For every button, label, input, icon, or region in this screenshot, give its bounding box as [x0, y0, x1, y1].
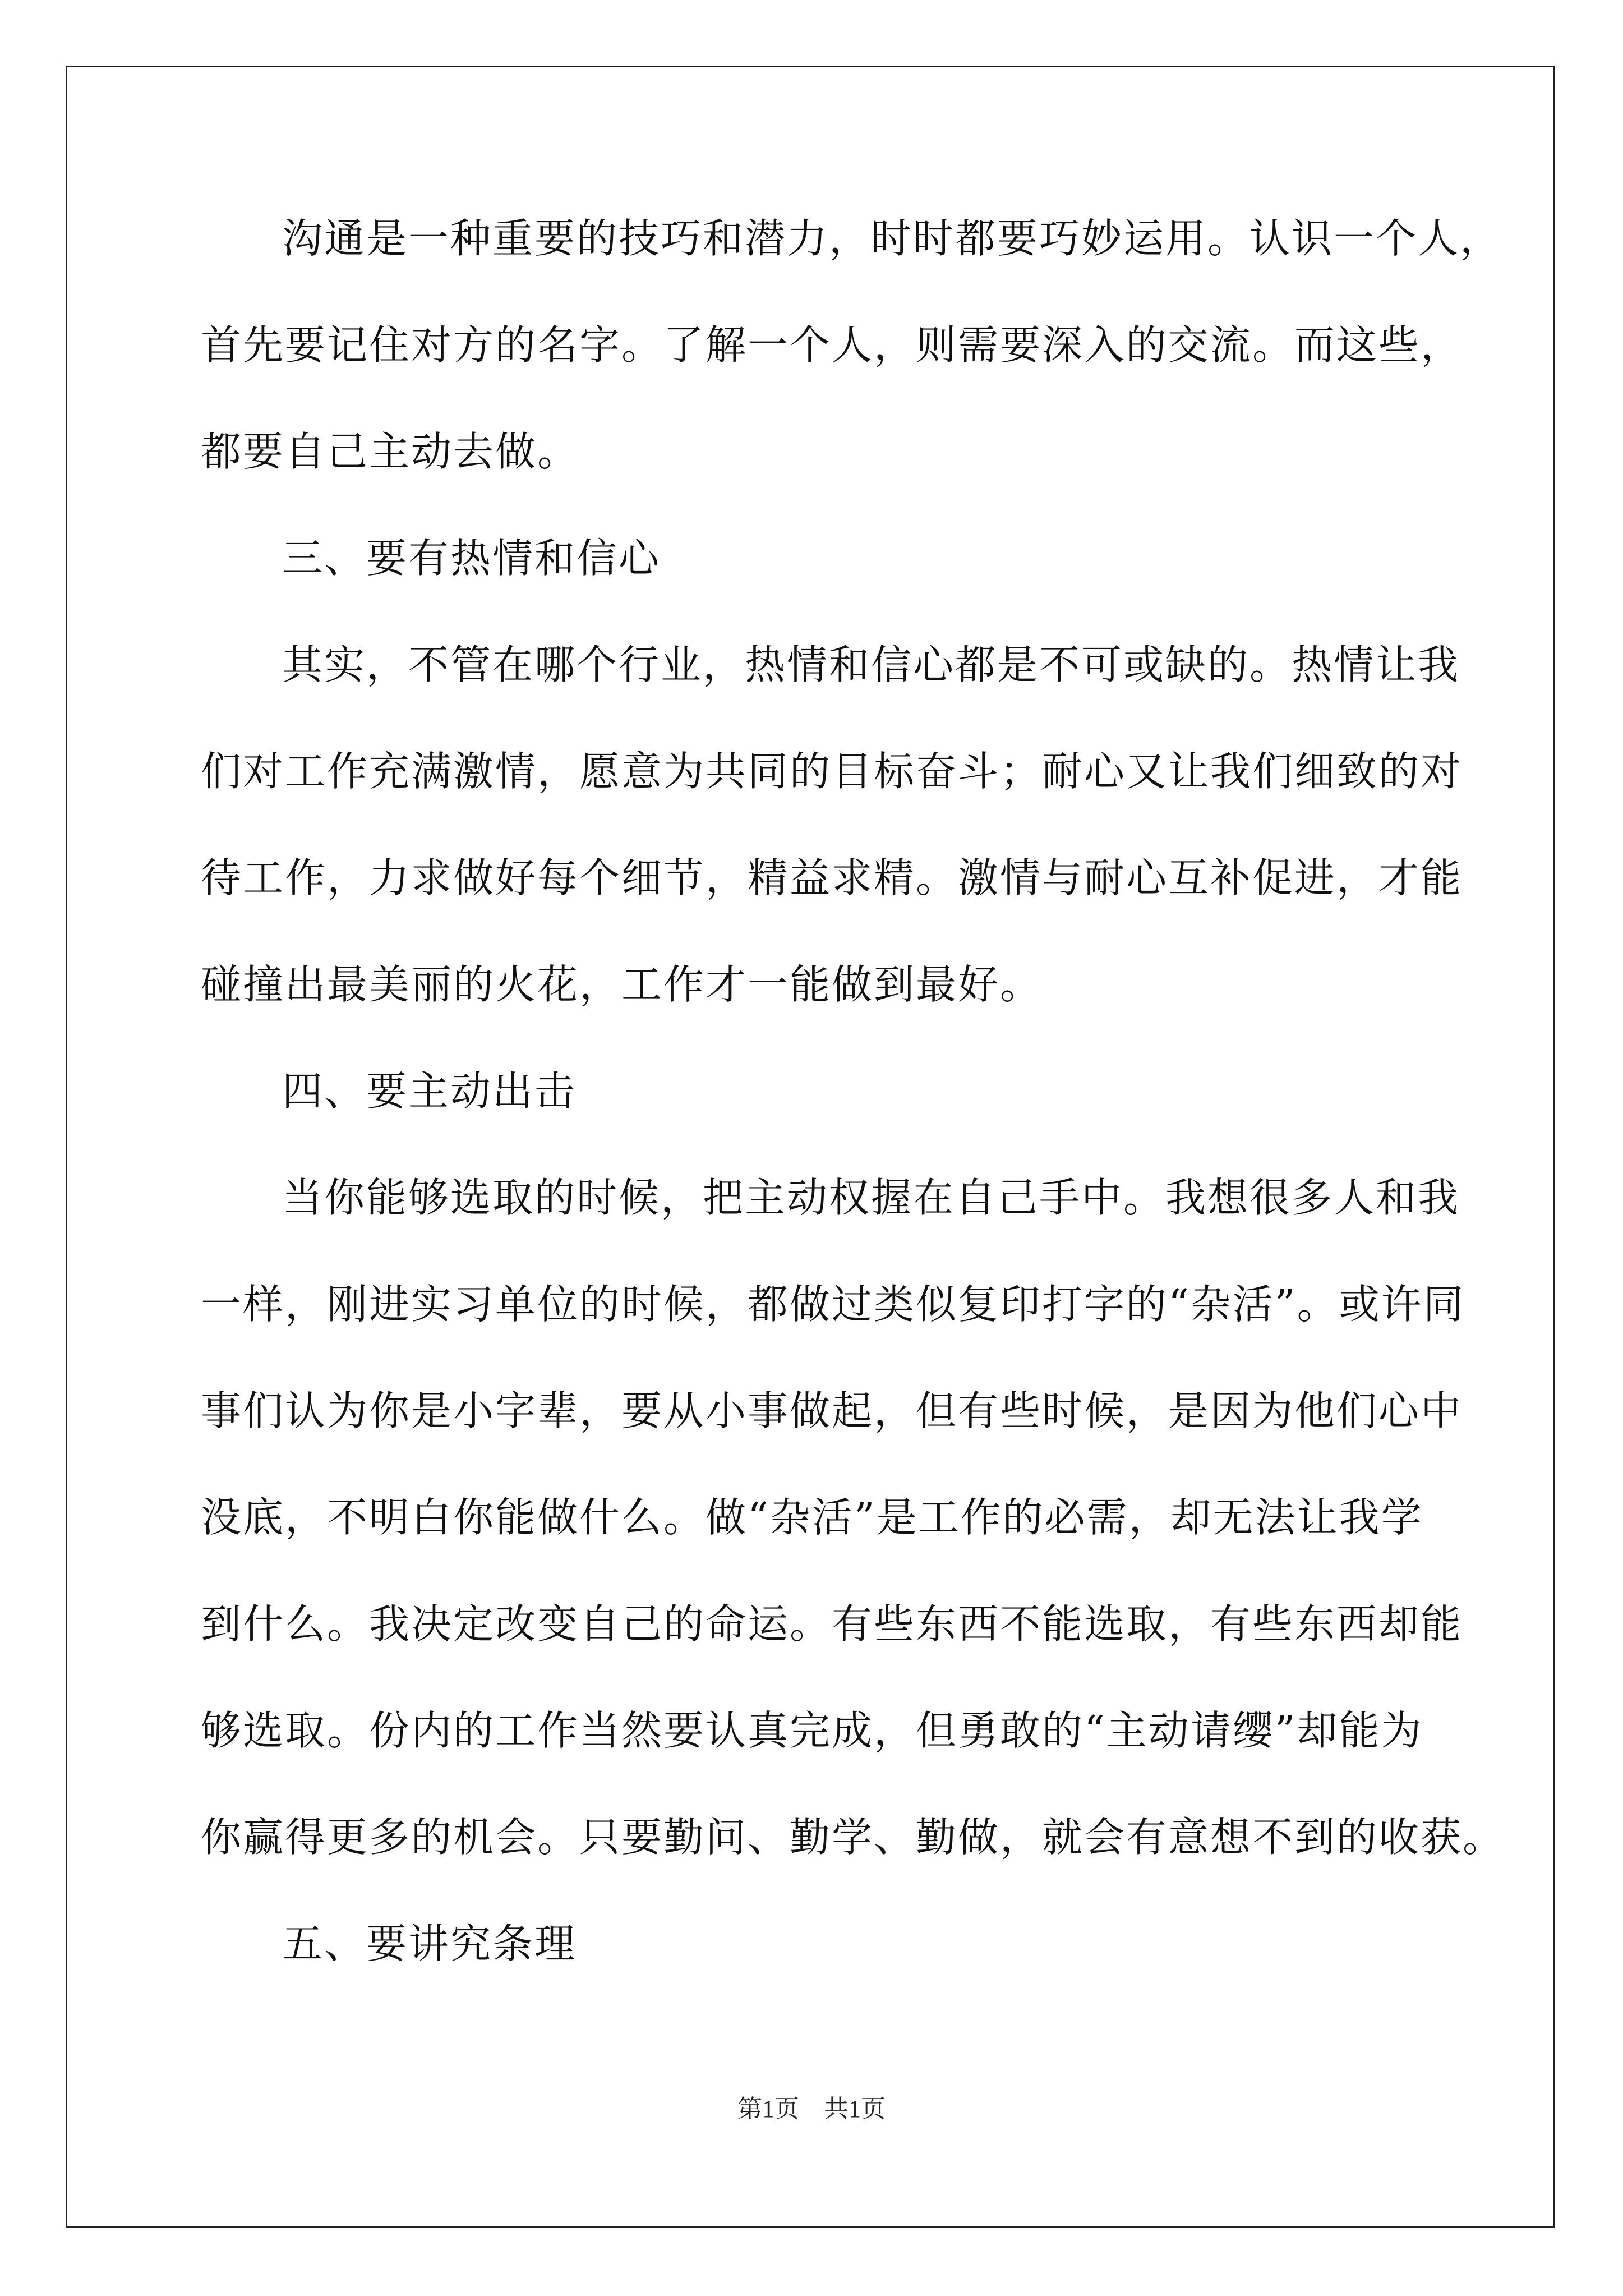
- page-footer: 第1页 共1页: [737, 2095, 886, 2123]
- paragraph-line: 到什么。我决定改变自己的命运。有些东西不能选取，有些东西却能: [201, 1600, 1463, 1648]
- section-heading: 三、要有热情和信心: [282, 535, 661, 582]
- paragraph-line: 其实，不管在哪个行业，热情和信心都是不可或缺的。热情让我: [282, 641, 1460, 688]
- paragraph-line: 都要自己主动去做。: [201, 428, 580, 475]
- paragraph-line: 没底，不明白你能做什么。做“杂活”是工作的必需，却无法让我学: [201, 1494, 1423, 1541]
- paragraph-line: 你赢得更多的机会。只要勤问、勤学、勤做，就会有意想不到的收获。: [201, 1814, 1505, 1861]
- paragraph-line: 够选取。份内的工作当然要认真完成，但勇敢的“主动请缨”却能为: [201, 1707, 1423, 1754]
- section-heading: 四、要主动出击: [282, 1068, 577, 1115]
- paragraph-line: 事们认为你是小字辈，要从小事做起，但有些时候，是因为他们心中: [201, 1387, 1463, 1434]
- paragraph-line: 们对工作充满激情，愿意为共同的目标奋斗；耐心又让我们细致的对: [201, 748, 1463, 795]
- paragraph-line: 碰撞出最美丽的火花，工作才一能做到最好。: [201, 961, 1043, 1008]
- paragraph-line: 沟通是一种重要的技巧和潜力，时时都要巧妙运用。认识一个人，: [282, 215, 1502, 262]
- paragraph-line: 一样，刚进实习单位的时候，都做过类似复印打字的“杂活”。或许同: [201, 1281, 1465, 1328]
- section-heading: 五、要讲究条理: [282, 1920, 577, 1967]
- paragraph-line: 待工作，力求做好每个细节，精益求精。激情与耐心互补促进，才能: [201, 854, 1463, 901]
- page-border: [66, 66, 1555, 2228]
- paragraph-line: 当你能够选取的时候，把主动权握在自己手中。我想很多人和我: [282, 1174, 1460, 1221]
- paragraph-line: 首先要记住对方的名字。了解一个人，则需要深入的交流。而这些，: [201, 321, 1463, 369]
